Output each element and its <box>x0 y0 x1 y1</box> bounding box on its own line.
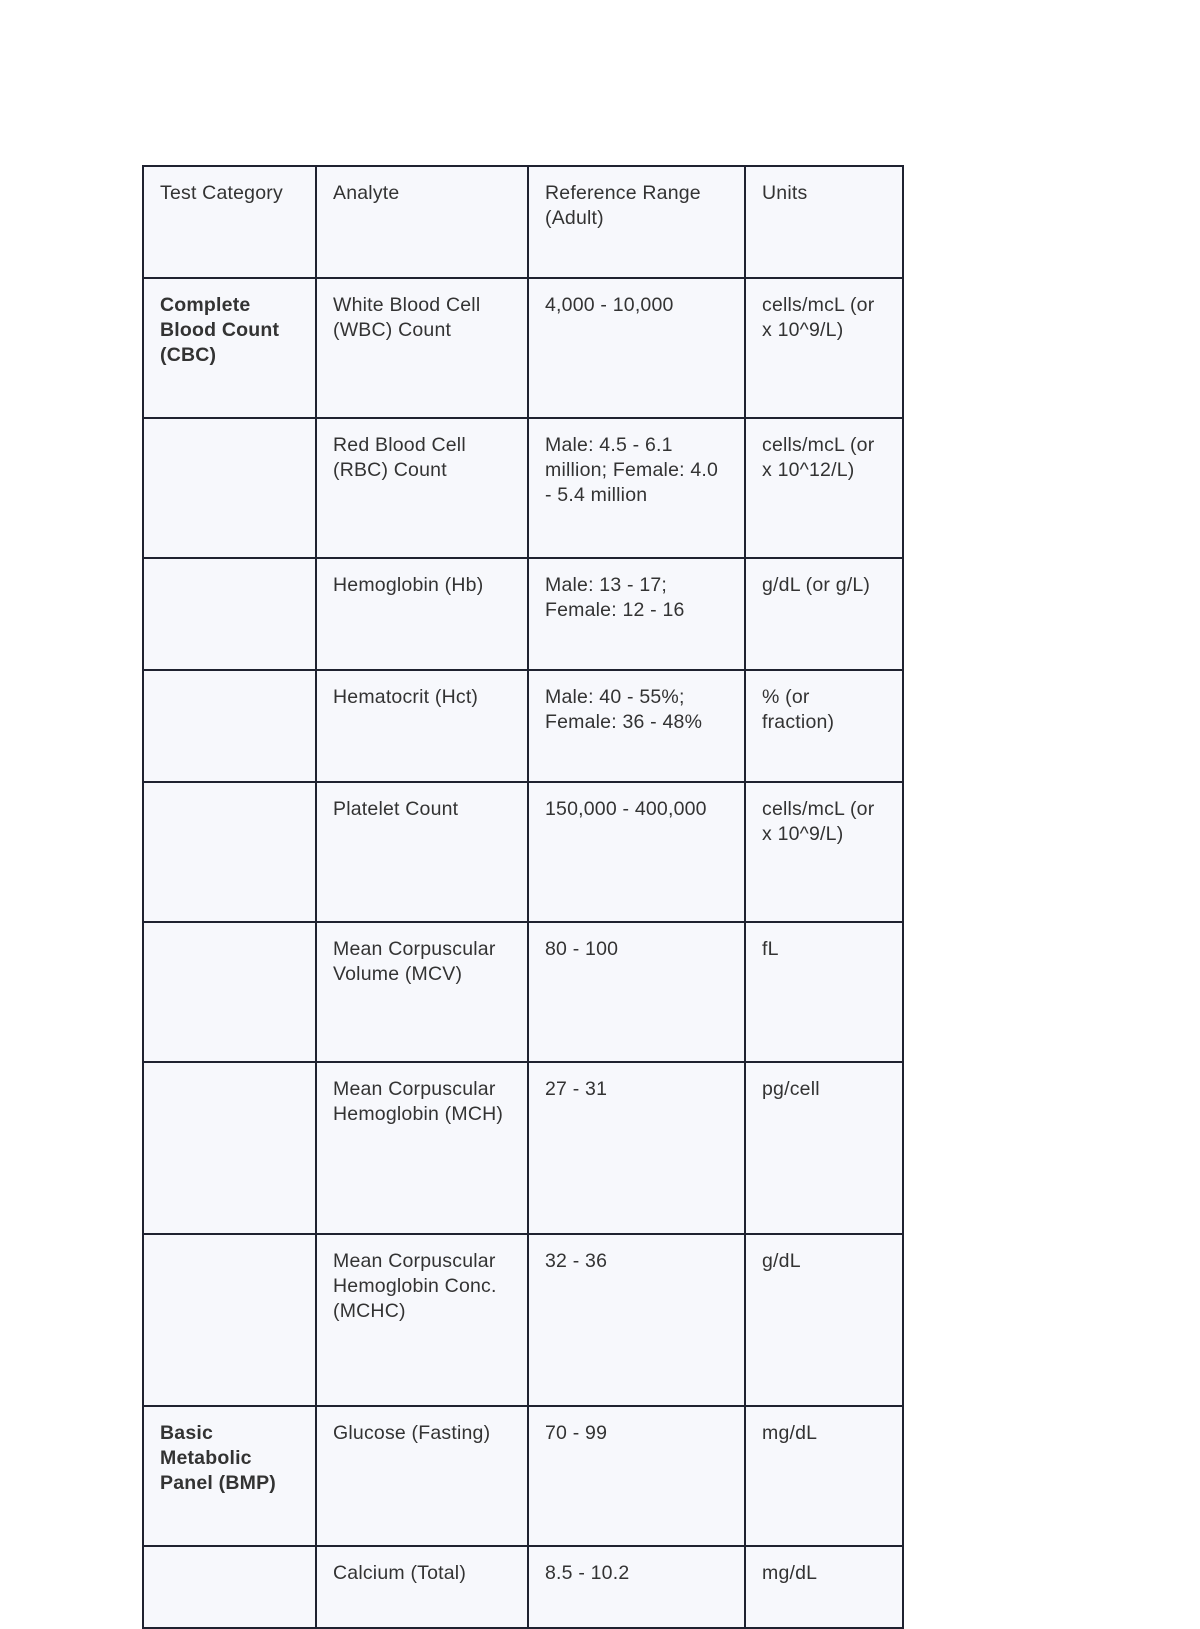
analyte-cell: White Blood Cell (WBC) Count <box>316 278 528 418</box>
analyte-cell: Mean Corpuscular Hemoglobin Conc. (MCHC) <box>316 1234 528 1406</box>
table-row <box>143 1406 903 1546</box>
units-cell: cells/mcL (or x 10^9/L) <box>745 278 903 418</box>
analyte-cell: Hemoglobin (Hb) <box>316 558 528 670</box>
category-cell <box>143 558 316 670</box>
range-cell: 4,000 - 10,000 <box>528 278 745 418</box>
units-cell: mg/dL <box>745 1546 903 1628</box>
range-cell: Male: 4.5 - 6.1 million; Female: 4.0 - 5.4 million <box>528 418 745 558</box>
units-cell: g/dL <box>745 1234 903 1406</box>
category-cell <box>143 1546 316 1628</box>
units-cell: fL <box>745 922 903 1062</box>
header-units: Units <box>745 166 903 278</box>
header-analyte: Analyte <box>316 166 528 278</box>
table-row <box>143 558 903 670</box>
category-cell <box>143 418 316 558</box>
category-cell <box>143 922 316 1062</box>
analyte-cell: Hematocrit (Hct) <box>316 670 528 782</box>
range-cell: Male: 40 - 55%; Female: 36 - 48% <box>528 670 745 782</box>
table-row <box>143 418 903 558</box>
analyte-cell: Red Blood Cell (RBC) Count <box>316 418 528 558</box>
units-cell: g/dL (or g/L) <box>745 558 903 670</box>
units-cell: cells/mcL (or x 10^9/L) <box>745 782 903 922</box>
analyte-cell: Mean Corpuscular Volume (MCV) <box>316 922 528 1062</box>
reference-range-table <box>142 165 904 1629</box>
category-cell <box>143 670 316 782</box>
table-row <box>143 1546 903 1628</box>
category-cell <box>143 782 316 922</box>
table-row <box>143 782 903 922</box>
units-cell: % (or fraction) <box>745 670 903 782</box>
analyte-cell: Glucose (Fasting) <box>316 1406 528 1546</box>
header-test-category: Test Category <box>143 166 316 278</box>
range-cell: 32 - 36 <box>528 1234 745 1406</box>
units-cell: mg/dL <box>745 1406 903 1546</box>
analyte-cell: Calcium (Total) <box>316 1546 528 1628</box>
table-header-row <box>143 166 903 278</box>
table-row <box>143 1234 903 1406</box>
range-cell: 27 - 31 <box>528 1062 745 1234</box>
table-row <box>143 1062 903 1234</box>
range-cell: Male: 13 - 17; Female: 12 - 16 <box>528 558 745 670</box>
table-row <box>143 278 903 418</box>
range-cell: 8.5 - 10.2 <box>528 1546 745 1628</box>
header-reference-range: Reference Range (Adult) <box>528 166 745 278</box>
analyte-cell: Mean Corpuscular Hemoglobin (MCH) <box>316 1062 528 1234</box>
category-cell <box>143 1062 316 1234</box>
units-cell: pg/cell <box>745 1062 903 1234</box>
category-cell: Complete Blood Count (CBC) <box>143 278 316 418</box>
table-row <box>143 670 903 782</box>
table-row <box>143 922 903 1062</box>
units-cell: cells/mcL (or x 10^12/L) <box>745 418 903 558</box>
range-cell: 70 - 99 <box>528 1406 745 1546</box>
category-cell <box>143 1234 316 1406</box>
category-cell: Basic Metabolic Panel (BMP) <box>143 1406 316 1546</box>
analyte-cell: Platelet Count <box>316 782 528 922</box>
range-cell: 150,000 - 400,000 <box>528 782 745 922</box>
range-cell: 80 - 100 <box>528 922 745 1062</box>
